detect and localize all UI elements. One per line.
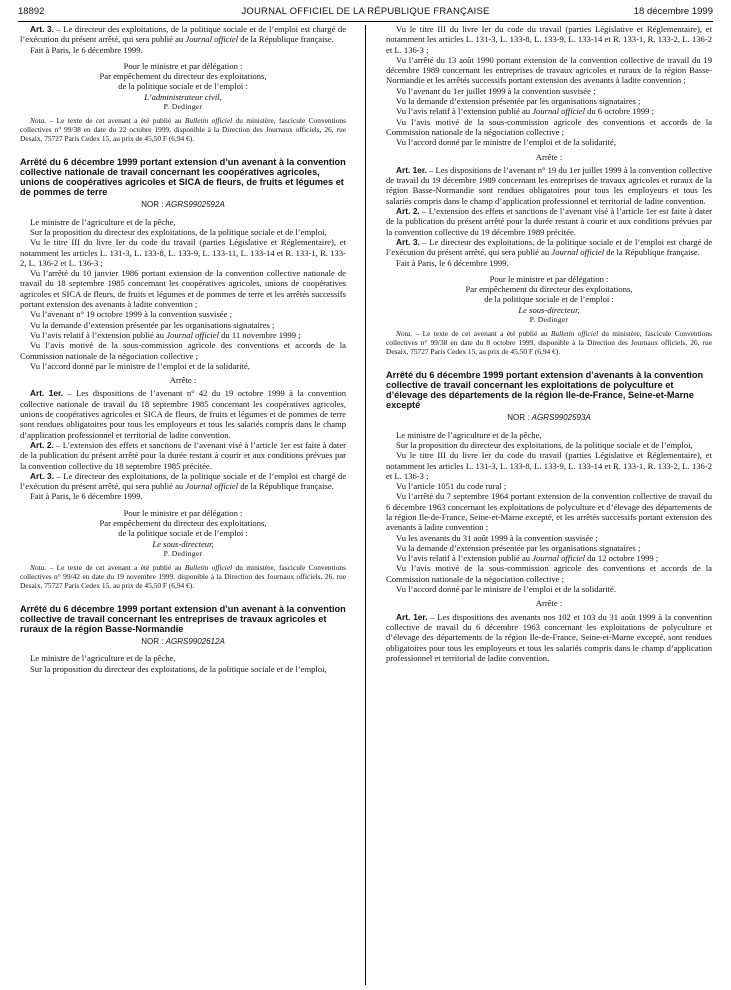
article-1: Art. 1er. – Les dispositions de l’avenant n° 19 du 1er juillet 1999 à la convention collective de travail du 19 décembre 1989 concernant les entreprises de travaux agricoles et ruraux de la région Basse-Normandie sont rendues obligatoires pour tous les employeurs et tous les salariés compris dans le champ d’application professionnel et territorial de ladite convention. — [386, 164, 712, 206]
signature-line: Par empêchement du directeur des exploitations, — [465, 284, 633, 295]
paragraph: Vu les avenants du 31 août 1999 à la convention susvisée ; — [396, 532, 598, 543]
paragraph: Le ministre de l’agriculture et de la pêche, — [30, 653, 176, 664]
signature-line: Pour le ministre et par délégation : — [123, 60, 243, 71]
paragraph: Vu l’arrêté du 10 janvier 1986 portant extension de la convention collective nationale de travail du 18 septembre 1985 concernant les coopératives agricoles, unions de coopératives agricoles et SICA de fleurs, de fruits et légumes et de pommes de terre et les arrêtés successifs portant extension des avenants à ladite convention ; — [20, 268, 346, 310]
article-3: Art. 3. – Le directeur des exploitations, de la politique sociale et de l’emploi est chargé de l’exécution du présent arrêté, qui sera publié au Journal officiel de la République française. — [20, 470, 347, 492]
header-rule — [18, 21, 713, 22]
signature-name: P. Dedinger — [529, 315, 569, 325]
right-column — [386, 24, 712, 663]
issue-date: 18 décembre 1999 — [633, 6, 713, 17]
article-2: Art. 2. – L’extension des effets et sanctions de l’avenant visé à l’article 1er est faite à dater de la publication du présent arrêté pour la durée restant à courir et aux conditions prévues par la convention collective du 19 décembre 1989 précitée. — [386, 206, 712, 237]
nor-reference: NOR : AGRS9902592A — [141, 200, 225, 210]
column-divider — [365, 25, 366, 985]
decree-title: Arrêté du 6 décembre 1999 portant extension d’un avenant à la convention collective nationale de travail concernant les coopératives agricoles, unions de coopératives agricoles et SICA de fleurs, de fruits et légumes et de pommes de terre — [20, 157, 346, 198]
signature-role: Le sous-directeur, — [518, 304, 580, 315]
paragraph: Vu la demande d’extension présentée par les organisations signataires ; — [30, 319, 275, 330]
signature-role: L’administrateur civil, — [144, 91, 222, 102]
paragraph: Le ministre de l’agriculture et de la pêche, — [30, 216, 176, 227]
paragraph: Vu l’arrêté du 13 août 1990 portant extension de la convention collective de travail du 19 décembre 1989 concernant les entreprises de travaux agricoles et ruraux de la région Basse-Normandie et les arrêtés successifs portant extension des avenants à ladite convention ; — [386, 54, 712, 86]
arrete-heading: Arrête : — [169, 375, 197, 386]
paragraph: Vu l’avis relatif à l’extension publié au Journal officiel du 6 octobre 1999 ; — [396, 106, 654, 117]
signature-line: de la politique sociale et de l’emploi : — [118, 528, 248, 539]
paragraph: Vu l’avis motivé de la sous-commission agricole des conventions et accords de la Commission nationale de la négociation collective ; — [386, 563, 712, 584]
nor-reference: NOR : AGRS9902612A — [141, 637, 225, 647]
paragraph: Sur la proposition du directeur des exploitations, de la politique sociale et de l’emploi, — [30, 663, 327, 674]
decree-title: Arrêté du 6 décembre 1999 portant extension d’avenants à la convention collective de travail concernant les exploitations de polyculture et d’élevage des départements de la région Ile-de-France, Seine-et-Marne excepté — [386, 370, 704, 411]
article-1: Art. 1er. – Les dispositions des avenants nos 102 et 103 du 31 août 1999 à la convention collective de travail du 6 décembre 1963 concernant les exploitations de polyculture et d’élevage des départements de la région Ile-de-France, Seine-et-Marne excepté, sont rendues obligatoires pour tous les employeurs et tous les salariés compris dans le champ d’application professionnel et territorial de ladite convention. — [386, 611, 712, 663]
paragraph: Vu l’avis motivé de la sous-commission agricole des conventions et accords de la Commission nationale de la négociation collective ; — [386, 116, 712, 137]
paragraph: Vu l’avis relatif à l’extension publié au Journal officiel du 11 novembre 1999 ; — [30, 329, 301, 340]
nota: Nota. – Le texte de cet avenant a été publié au Bulletin officiel du ministère, fascicule Conventions collectives n° 99/42 en date du 19 novembre 1999, disponible à la Direction des Journaux officiels, 26, rue Desaix, 75727 Paris Cedex 15, au prix de 45,50 F (6,94 €). — [20, 563, 346, 591]
paragraph: Vu l’avis motivé de la sous-commission agricole des conventions et accords de la Commission nationale de la négociation collective ; — [20, 340, 346, 361]
paragraph: Vu l’arrêté du 7 septembre 1964 portant extension de la convention collective de travail du 6 décembre 1963 concernant les exploitations de polyculture et d’élevage des départements de la région Ile-de-France, Seine-et-Marne excepté, et les arrêtés successifs portant extension des avenants à ladite convention ; — [386, 491, 712, 533]
paragraph: Sur la proposition du directeur des exploitations, de la politique sociale et de l’emploi, — [396, 439, 693, 450]
arrete-heading: Arrête : — [535, 598, 563, 609]
paragraph: Vu l’accord donné par le ministre de l’emploi et de la solidarité. — [396, 584, 616, 595]
page-number: 18892 — [18, 6, 45, 17]
paragraph: Vu l’avenant du 1er juillet 1999 à la convention susvisée ; — [396, 85, 596, 96]
left-column — [20, 24, 346, 674]
signature-line: Par empêchement du directeur des exploitations, — [99, 517, 267, 528]
signature-line: de la politique sociale et de l’emploi : — [118, 81, 248, 92]
paragraph: Vu l’avis relatif à l’extension publié au Journal officiel du 12 octobre 1999 ; — [396, 553, 659, 564]
paragraph: Vu l’avenant n° 19 octobre 1999 à la convention susvisée ; — [30, 309, 232, 320]
nor-reference: NOR : AGRS9902593A — [507, 413, 591, 423]
paragraph: Vu l’accord donné par le ministre de l’emploi et de la solidarité, — [30, 360, 250, 371]
paragraph: Sur la proposition du directeur des exploitations, de la politique sociale et de l’emploi, — [30, 226, 327, 237]
signature-name: P. Dedinger — [163, 102, 203, 112]
arrete-heading: Arrête : — [535, 151, 563, 162]
fait-a-paris: Fait à Paris, le 6 décembre 1999. — [396, 257, 509, 268]
nota: Nota. – Le texte de cet avenant a été publié au Bulletin officiel du ministère, fascicule Conventions collectives n° 99/38 en date du 22 octobre 1999, disponible à la Direction des Journaux officiels, 26, rue Desaix, 75727 Paris Cedex 15, au prix de 45,50 F (6,94 €). — [20, 116, 346, 144]
article-1: Art. 1er. – Les dispositions de l’avenant n° 42 du 19 octobre 1999 à la convention collective nationale de travail du 18 septembre 1985 concernant les coopératives agricoles, unions de coopératives agricoles et SICA de fleurs, de fruits et légumes et de pommes de terre sont rendues obligatoires pour tous les employeurs et tous les salariés compris dans le champ d’application professionnel et territorial de ladite convention. — [20, 388, 347, 440]
fait-a-paris: Fait à Paris, le 6 décembre 1999. — [30, 491, 143, 502]
paragraph: Le ministre de l’agriculture et de la pêche, — [396, 429, 542, 440]
paragraph: Vu l’accord donné par le ministre de l’emploi et de la solidarité, — [396, 137, 616, 148]
signature-line: Par empêchement du directeur des exploitations, — [99, 71, 267, 82]
paragraph: Vu la demande d’extension présentée par les organisations signataires ; — [396, 542, 641, 553]
nota: Nota. – Le texte de cet avenant a été publié au Bulletin officiel du ministère, fascicule Conventions collectives n° 99/38 en date du 8 octobre 1999, disponible à la Direction des Journaux officiels, 26, rue Desaix, 75727 Paris Cedex 15, au prix de 45,50 F (6,94 €). — [386, 329, 712, 357]
paragraph: Vu le titre III du livre Ier du code du travail (parties Législative et Réglementaire), et notamment les articles L. 131-3, L. 133-8, L. 133-9, L. 133-11, L. 133-14 et R. 133-1, R. 133-2, L. 136-2 et L. 136-3 ; — [20, 237, 346, 268]
signature-role: Le sous-directeur, — [152, 538, 214, 549]
paragraph: Vu l’article 1051 du code rural ; — [396, 481, 507, 492]
paragraph: Vu la demande d’extension présentée par les organisations signataires ; — [396, 96, 641, 107]
article-3: Art. 3. – Le directeur des exploitations, de la politique sociale et de l’emploi est chargé de l’exécution du présent arrêté, qui sera publié au Journal officiel de la République française. — [386, 236, 713, 258]
fait-a-paris: Fait à Paris, le 6 décembre 1999. — [30, 44, 143, 55]
signature-line: Pour le ministre et par délégation : — [489, 273, 609, 284]
signature-name: P. Dedinger — [163, 548, 203, 558]
decree-title: Arrêté du 6 décembre 1999 portant extension d’un avenant à la convention collective de travail concernant les entreprises de travaux agricoles et ruraux de la région Basse-Normandie — [20, 604, 346, 635]
page-header — [18, 4, 713, 20]
paragraph: Vu le titre III du livre Ier du code du travail (parties Législative et Réglementaire), et notamment les articles L. 131-3, L. 133-8, L. 133-9, L. 133-14 et R. 133-1, R. 133-2, L. 136-2 et L. 136-3 ; — [386, 24, 712, 55]
paragraph: Vu le titre III du livre Ier du code du travail (parties Législative et Réglementaire), et notamment les articles L. 131-3, L. 133-8, L. 133-9, L. 133-14 et R. 133-1, R. 133-2, L. 136-2 et L. 136-3 ; — [386, 450, 712, 481]
article-2: Art. 2. – L’extension des effets et sanctions de l’avenant visé à l’article 1er est faite à dater de la publication du présent arrêté pour la durée restant à courir et aux conditions prévues par la convention collective du 18 septembre 1985 précitée. — [20, 439, 346, 471]
signature-line: de la politique sociale et de l’emploi : — [484, 294, 614, 305]
journal-title: JOURNAL OFFICIEL DE LA RÉPUBLIQUE FRANÇAISE — [241, 6, 490, 17]
signature-line: Pour le ministre et par délégation : — [123, 507, 243, 518]
article-3: Art. 3. – Le directeur des exploitations, de la politique sociale et de l’emploi est chargé de l’exécution du présent arrêté, qui sera publié au Journal officiel de la République française. — [20, 24, 347, 45]
